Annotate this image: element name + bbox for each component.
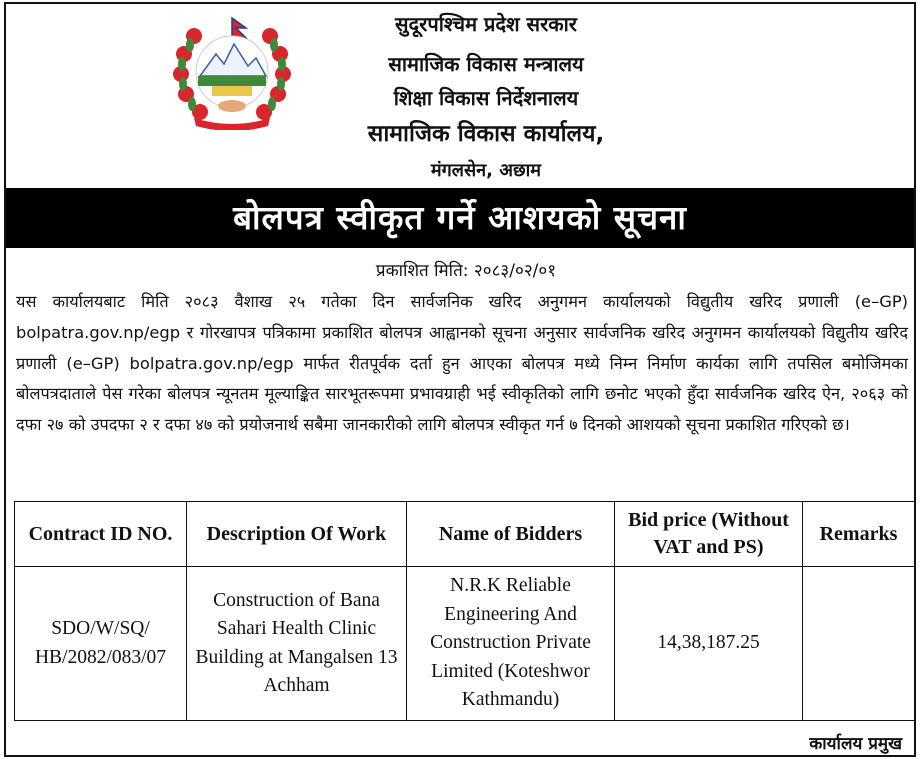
office-title: सामाजिक विकास कार्यालय, [367,121,605,147]
cell-bidder-name: N.R.K Reliable Engineering And Construction Private Limited (Koteshwor Kathmandu) [407,567,615,721]
office-chief-signature: कार्यालय प्रमुख [809,734,902,754]
header-bid-price: Bid price (Without VAT and PS) [615,502,803,567]
notice-document [4,2,916,757]
published-date: प्रकाशित मिति: २०८३/०२/०१ [375,261,557,281]
directorate-title: शिक्षा विकास निर्देशनालय [393,86,579,110]
province-government-title: सुदूरपश्चिम प्रदेश सरकार [395,12,577,36]
ministry-title: सामाजिक विकास मन्त्रालय [388,52,584,76]
cell-remarks [803,567,915,721]
notice-body-paragraph: यस कार्यालयबाट मिति २०८३ वैशाख २५ गतेका दिन सार्वजनिक खरिद अनुगमन कार्यालयको विद्युतीय खरिद प्रणाली (e–GP) bolpatra.gov.np/egp र गोरखापत्र पत्रिकामा प्रकाशित बोलपत्र आह्वानको सूचना अनुसार सार्वजनिक खरिद अनुगमन कार्यालयको विद्युतीय खरिद प्रणाली (e–GP) bolpatra.gov.np/egp मार्फत रीतपूर्वक दर्ता हुन आएका बोलपत्र मध्ये निम्न निर्माण कार्यका लागि तपसिल बमोजिमका बोलपत्रदाताले पेस गरेका बोलपत्र न्यूनतम मूल्याङ्कित सारभूतरूपमा प्रभावग्राही भई स्वीकृतिको लागि छनोट भएको हुँदा सार्वजनिक खरिद ऐन, २०६३ को दफा २७ को उपदफा २ र दफा ४७ को प्रयोजनार्थ सबैमा जानकारीको लागि बोलपत्र स्वीकृत गर्न ७ दिनको आशयको सूचना प्रकाशित गरिएको छ। [16,292,908,435]
office-location: मंगलसेन, अछाम [430,160,542,181]
header-bidders: Name of Bidders [407,502,615,567]
header-description: Description Of Work [187,502,407,567]
notice-banner-title: बोलपत्र स्वीकृत गर्ने आशयको सूचना [6,188,914,248]
table-row [15,567,915,721]
header-remarks: Remarks [803,502,915,567]
header-contract-id: Contract ID NO. [15,502,187,567]
letterhead [6,4,914,188]
cell-bid-price: 14,38,187.25 [615,567,803,721]
cell-contract-id: SDO/W/SQ/ HB/2082/083/07 [15,567,187,721]
cell-description: Construction of Bana Sahari Health Clinic Building at Mangalsen 13 Achham [187,567,407,721]
table-header-row [15,502,915,567]
bid-table [14,501,915,721]
